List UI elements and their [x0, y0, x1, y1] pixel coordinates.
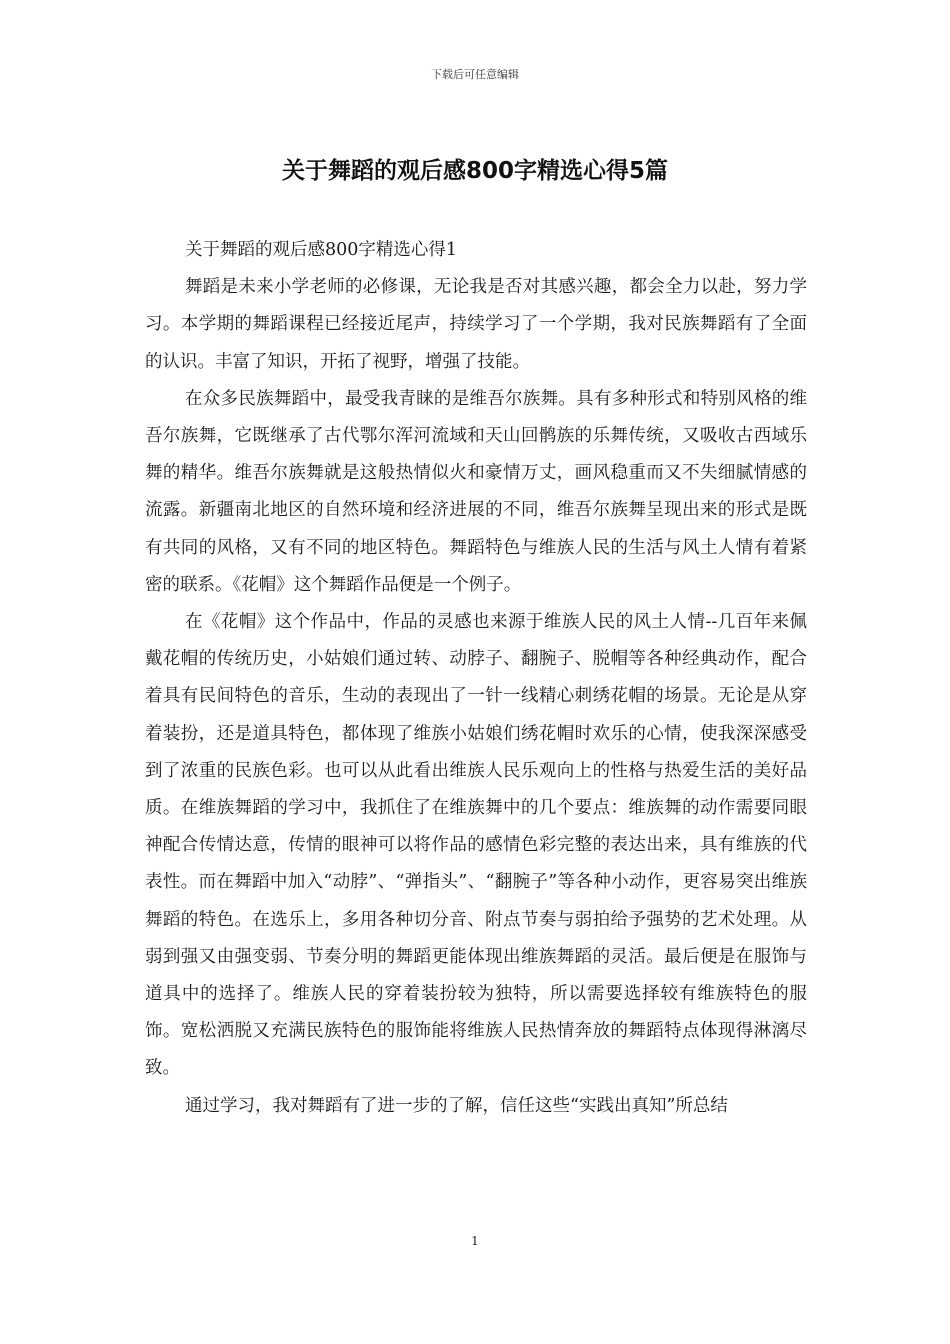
- paragraph: 通过学习，我对舞蹈有了进一步的了解，信任这些“实践出真知”所总结: [185, 1095, 728, 1116]
- page-header-note: 下载后可任意编辑: [431, 68, 519, 81]
- document-title: 关于舞蹈的观后感800字精选心得5篇: [281, 158, 668, 184]
- document-body: [145, 232, 807, 1125]
- paragraph: 在众多民族舞蹈中，最受我青睐的是维吾尔族舞。具有多种形式和特别风格的维吾尔族舞，它既继承了古代鄂尔浑河流域和天山回鹘族的乐舞传统，又吸收古西域乐舞的精华。维吾尔族舞就是这般热情似火和豪情万丈，画风稳重而又不失细腻情感的流露。新疆南北地区的自然环境和经济进展的不同，维吾尔族舞呈现出来的形式是既有共同的风格，又有不同的地区特色。舞蹈特色与维族人民的生活与风土人情有着紧密的联系。《花帽》这个舞蹈作品便是一个例子。: [145, 388, 807, 595]
- paragraph: 舞蹈是未来小学老师的必修课，无论我是否对其感兴趣，都会全力以赴，努力学习。本学期的舞蹈课程已经接近尾声，持续学习了一个学期，我对民族舞蹈有了全面的认识。丰富了知识，开拓了视野，增强了技能。: [145, 277, 807, 372]
- section-heading: 关于舞蹈的观后感800字精选心得1: [185, 240, 458, 260]
- page-number: 1: [471, 1234, 479, 1248]
- paragraph: 在《花帽》这个作品中，作品的灵感也来源于维族人民的风土人情--几百年来佩戴花帽的传统历史，小姑娘们通过转、动脖子、翻腕子、脱帽等各种经典动作，配合着具有民间特色的音乐，生动的表现出了一针一线精心刺绣花帽的场景。无论是从穿着装扮，还是道具特色，都体现了维族小姑娘们绣花帽时欢乐的心情，使我深深感受到了浓重的民族色彩。也可以从此看出维族人民乐观向上的性格与热爱生活的美好品质。在维族舞蹈的学习中，我抓住了在维族舞中的几个要点：维族舞的动作需要同眼神配合传情达意，传情的眼神可以将作品的感情色彩完整的表达出来，具有维族的代表性。而在舞蹈中加入“动脖”、“弹指头”、“翻腕子”等各种小动作，更容易突出维族舞蹈的特色。在选乐上，多用各种切分音、附点节奏与弱拍给予强势的艺术处理。从弱到强又由强变弱、节奏分明的舞蹈更能体现出维族舞蹈的灵活。最后便是在服饰与道具中的选择了。维族人民的穿着装扮较为独特，所以需要选择较有维族特色的服饰。宽松洒脱又充满民族特色的服饰能将维族人民热情奔放的舞蹈特点体现得淋漓尽致。: [145, 612, 807, 1079]
